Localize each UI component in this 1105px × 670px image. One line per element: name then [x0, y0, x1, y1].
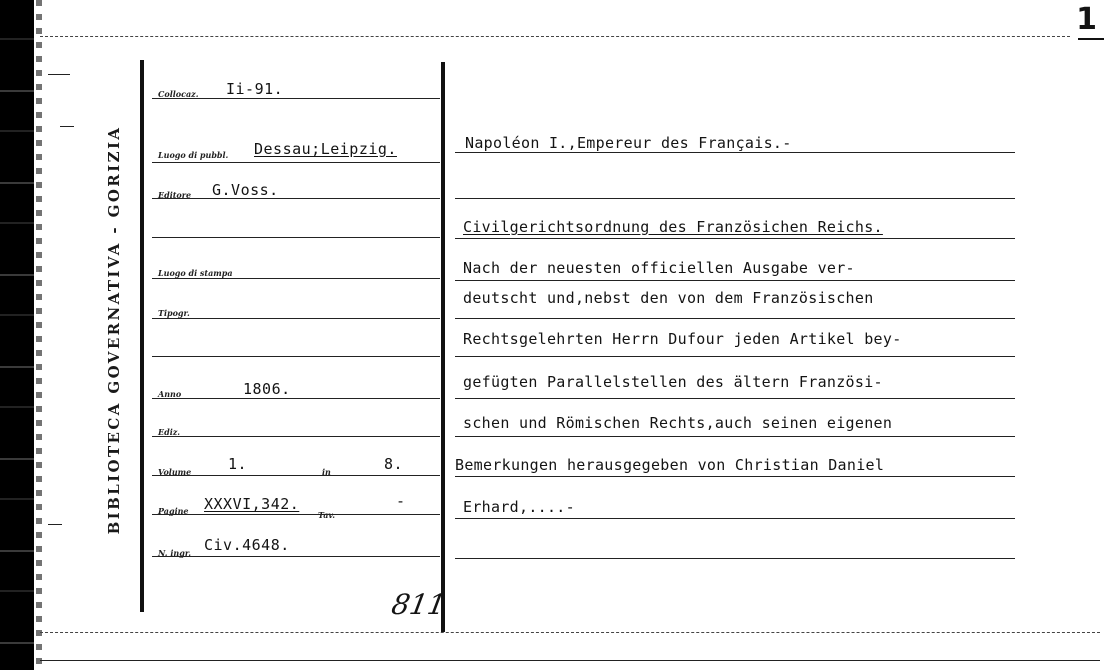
- card-torn-edge: [0, 0, 34, 670]
- editore-label: Editore: [158, 190, 192, 200]
- rule-right-11: [455, 558, 1015, 559]
- anno-label: Anno: [158, 389, 182, 399]
- collocazione-value: Ii-91.: [226, 80, 284, 98]
- rule-tipogr: [152, 318, 440, 319]
- card-edge-perforation: [36, 0, 42, 670]
- collocazione-label: Collocaz.: [158, 89, 199, 99]
- tipogr-label: Tipogr.: [158, 308, 190, 318]
- library-side-stamp: BIBLIOTECA GOVERNATIVA - GORIZIA: [105, 125, 123, 535]
- left-edge-mark-2: [60, 126, 74, 127]
- rule-right-4: [455, 280, 1015, 281]
- rule-luogo-stampa: [152, 278, 440, 279]
- title-line-7: Bemerkungen herausgegeben von Christian Daniel: [455, 456, 885, 474]
- rule-editore: [152, 198, 440, 199]
- tav-value: -: [396, 492, 406, 510]
- rule-blank-1: [152, 237, 440, 238]
- volume-in-label: in: [322, 467, 331, 477]
- rule-right-1: [455, 152, 1015, 153]
- tav-label: Tav.: [318, 510, 335, 520]
- anno-value: 1806.: [243, 380, 291, 398]
- left-edge-mark-1: [48, 74, 70, 75]
- luogo-stampa-label: Luogo di stampa: [158, 268, 233, 278]
- title-line-2: Nach der neuesten officiellen Ausgabe ver-: [463, 259, 855, 277]
- rule-right-3: [455, 238, 1015, 239]
- middle-column-rule: [441, 62, 445, 632]
- luogo-pubbl-label: Luogo di pubbl.: [158, 150, 229, 160]
- card-number: 1: [1076, 2, 1097, 37]
- pagine-label: Pagine: [158, 506, 189, 516]
- edizione-label: Ediz.: [158, 427, 181, 437]
- title-line-4: Rechtsgelehrten Herrn Dufour jeden Artikel bey-: [463, 330, 902, 348]
- rule-edizione: [152, 436, 440, 437]
- rule-right-9: [455, 476, 1015, 477]
- left-edge-mark-3: [48, 524, 62, 525]
- bottom-rule-2: [40, 660, 1100, 661]
- title-line-3: deutscht und,nebst den von dem Französischen: [463, 289, 874, 307]
- title-line-5: gefügten Parallelstellen des ältern Französi-: [463, 373, 883, 391]
- editore-value: G.Voss.: [212, 181, 279, 199]
- top-dashed-rule: [40, 36, 1070, 37]
- rule-right-7: [455, 398, 1015, 399]
- title-line-1: Civilgerichtsordnung des Französichen Reichs.: [463, 218, 883, 236]
- rule-anno: [152, 398, 440, 399]
- rule-right-6: [455, 356, 1015, 357]
- rule-volume: [152, 475, 440, 476]
- pagine-value: XXXVI,342.: [204, 495, 300, 513]
- handwritten-number: 811: [389, 588, 449, 621]
- title-line-8: Erhard,....-: [463, 498, 575, 516]
- title-line-6: schen und Römischen Rechts,auch seinen eigenen: [463, 414, 893, 432]
- rule-right-8: [455, 436, 1015, 437]
- left-column-rule: [140, 60, 144, 612]
- volume-value: 1.: [228, 455, 248, 473]
- rule-n-ingr: [152, 556, 440, 557]
- rule-luogo-pubbl: [152, 162, 440, 163]
- author-heading: Napoléon I.,Empereur des Français.-: [465, 134, 792, 152]
- format-value: 8.: [384, 455, 404, 473]
- bottom-dashed-rule-1: [40, 632, 1100, 633]
- card-number-underline: [1078, 38, 1104, 40]
- rule-right-10: [455, 518, 1015, 519]
- rule-right-2: [455, 198, 1015, 199]
- rule-blank-2: [152, 356, 440, 357]
- rule-pagine: [152, 514, 440, 515]
- n-ingr-label: N. ingr.: [158, 548, 192, 558]
- rule-right-5: [455, 318, 1015, 319]
- n-ingr-value: Civ.4648.: [204, 536, 290, 554]
- volume-label: Volume: [158, 467, 192, 477]
- luogo-pubbl-value: Dessau;Leipzig.: [254, 140, 397, 158]
